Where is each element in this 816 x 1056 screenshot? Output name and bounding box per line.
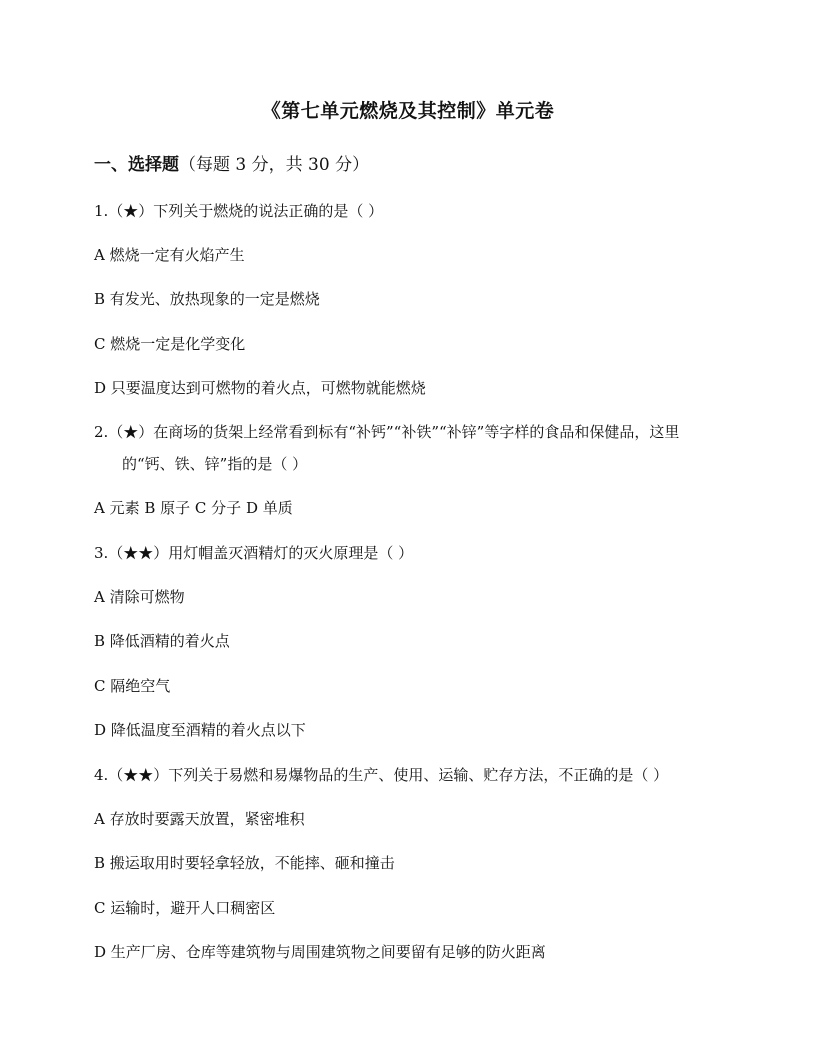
- question-1-option-b: B 有发光、放热现象的一定是燃烧: [94, 290, 320, 308]
- document-title: 《第七单元燃烧及其控制》单元卷: [261, 100, 555, 122]
- question-1-option-d: D 只要温度达到可燃物的着火点，可燃物就能燃烧: [94, 379, 426, 397]
- question-3-option-b: B 降低酒精的着火点: [94, 632, 230, 650]
- question-2-stem: 2.（★）在商场的货架上经常看到标有“补钙”“补铁”“补锌”等字样的食品和保健品，这里: [94, 423, 680, 441]
- question-1-option-a: A 燃烧一定有火焰产生: [94, 246, 245, 264]
- question-4-option-b: B 搬运取用时要轻拿轻放，不能摔、砸和撞击: [94, 854, 395, 872]
- section-heading: [94, 150, 369, 175]
- question-3-option-d: D 降低温度至酒精的着火点以下: [94, 721, 306, 739]
- question-3-option-a: A 清除可燃物: [94, 588, 185, 606]
- question-3-stem: 3.（★★）用灯帽盖灭酒精灯的灭火原理是（ ）: [94, 544, 414, 562]
- question-4-option-a: A 存放时要露天放置，紧密堆积: [94, 810, 305, 828]
- section-note: （每题 3 分，共 30 分）: [179, 155, 370, 175]
- question-1-stem: 1.（★）下列关于燃烧的说法正确的是（ ）: [94, 202, 384, 220]
- question-2-options: A 元素 B 原子 C 分子 D 单质: [94, 499, 293, 517]
- question-2-stem-continued: 的“钙、铁、锌”指的是（ ）: [122, 455, 308, 473]
- question-3-option-c: C 隔绝空气: [94, 677, 171, 695]
- question-1-option-c: C 燃烧一定是化学变化: [94, 335, 246, 353]
- question-4-option-c: C 运输时，避开人口稠密区: [94, 899, 276, 917]
- question-4-option-d: D 生产厂房、仓库等建筑物与周围建筑物之间要留有足够的防火距离: [94, 943, 546, 961]
- section-label: 一、选择题: [94, 155, 179, 175]
- question-4-stem: 4.（★★）下列关于易燃和易爆物品的生产、使用、运输、贮存方法，不正确的是（ ）: [94, 766, 669, 784]
